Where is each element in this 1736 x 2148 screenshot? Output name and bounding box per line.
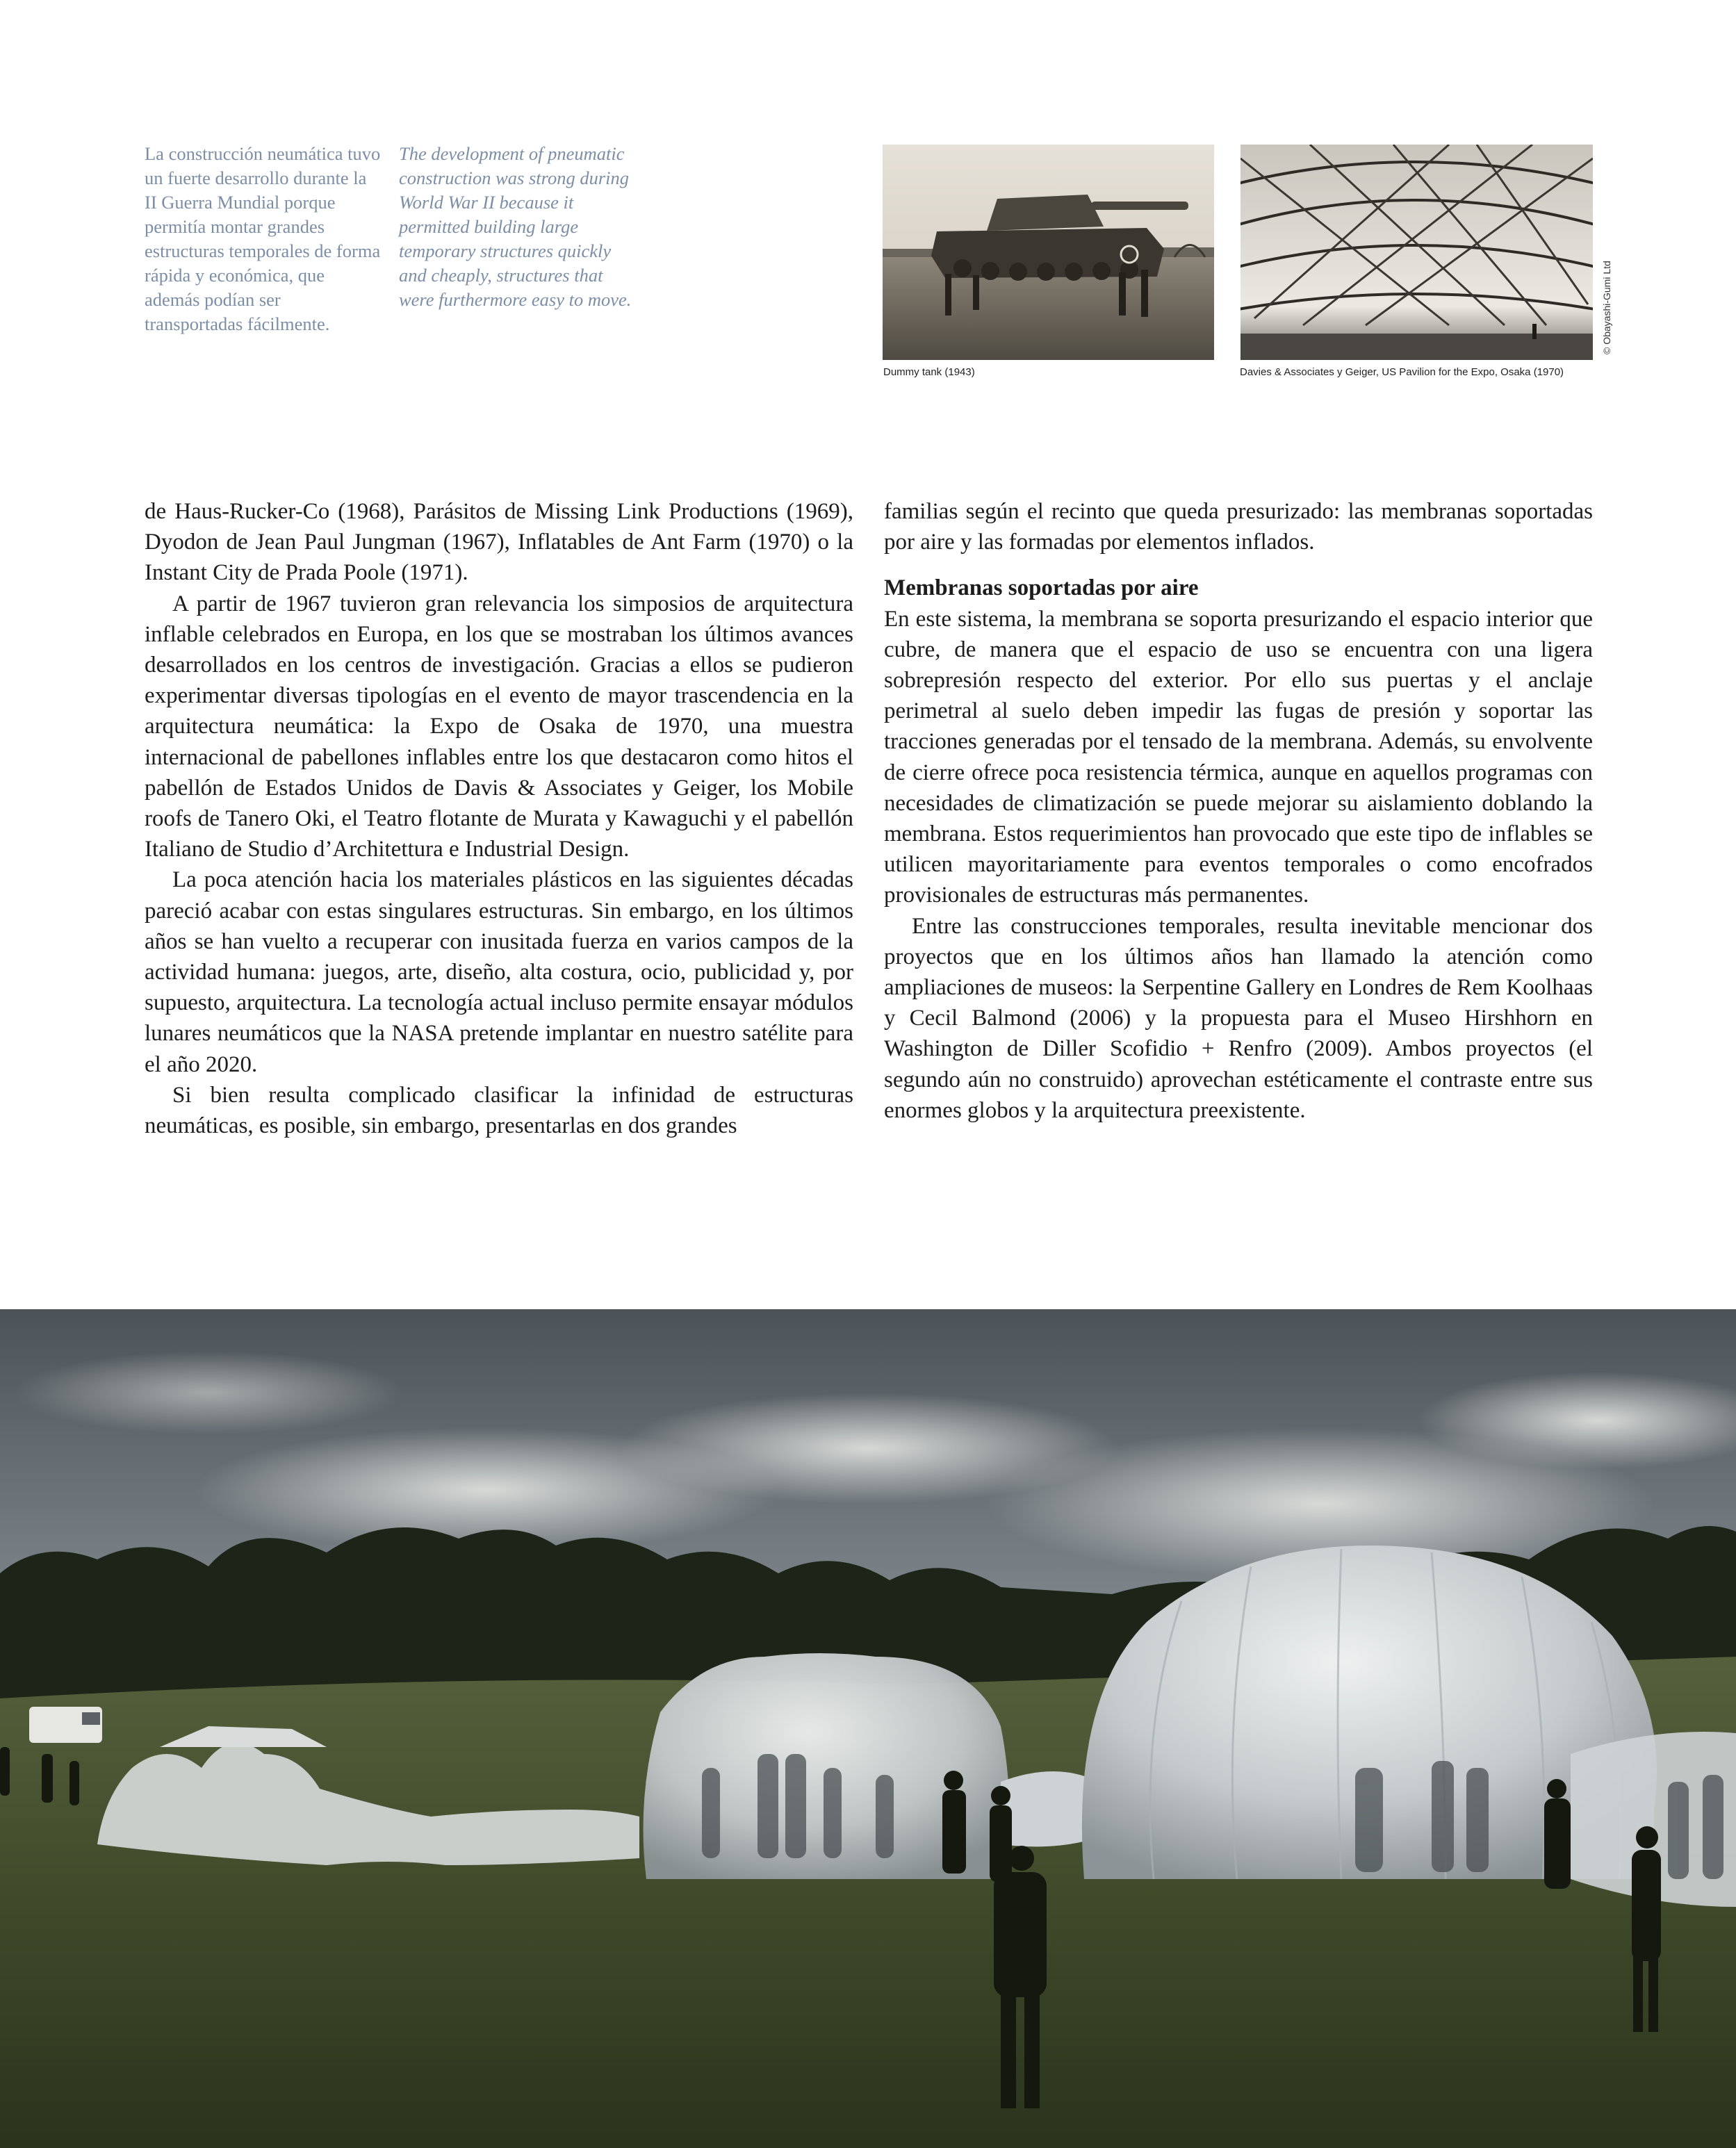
us-pavilion-credit: © Obayashi-Gumi Ltd: [1601, 261, 1612, 354]
dummy-tank-caption: Dummy tank (1943): [883, 366, 975, 378]
inflatable-structures-photo: [0, 1309, 1736, 2148]
section-heading: Membranas soportadas por aire: [884, 575, 1199, 601]
body-paragraph: A partir de 1967 tuvieron gran relevancia los simposios de arquitectura inflable celebrados en Europa, en los que se mostraban los últimos avances desarrollados en los centros de investigación. Gracias a ellos se pudieron experimentar diversas tipologías en el evento de mayor trascendencia en la arquitectura neumática: la Expo de Osaka de 1970, una muestra internacional de pabellones inflables entre los que destacaron como hitos el pabellón de Estados Unidos de Davis & Associates y Geiger, los Mobile roofs de Tanero Oki, el Teatro flotante de Murata y Kawaguchi y el pabellón Italiano de Studio d’Architettura e Industrial Design.: [145, 591, 853, 862]
body-paragraph: de Haus-Rucker-Co (1968), Parásitos de Missing Link Productions (1969), Dyodon de Jean Paul Jungman (1967), Inflatables de Ant Farm (1970) o la Instant City de Prada Poole (1971).: [145, 499, 853, 586]
body-right-column: [884, 496, 1593, 1126]
us-pavilion-caption: Davies & Associates y Geiger, US Pavilion for the Expo, Osaka (1970): [1240, 366, 1564, 378]
body-paragraph: En este sistema, la membrana se soporta presurizando el espacio interior que cubre, de manera que el espacio de uso se encuentra con una ligera sobrepresión respecto del exterior. Por ello sus puertas y el anclaje perimetral al suelo deben impedir las fugas de presión y soportar las tracciones generadas por el tensado de la membrana. Además, su envolvente de cierre ofrece poca resistencia térmica, aunque en aquellos programas con necesidades de climatización se puede mejorar su aislamiento doblando la membrana. Estos requerimientos han provocado que este tipo de inflables se utilicen mayoritariamente para eventos temporales o como encofrados provisionales de estructuras más permanentes.: [884, 606, 1593, 908]
sidenote-english: The development of pneumatic construction was strong during World War II because it permitted building large temporary structures quickly and cheaply, structures that were furthermore easy to move.: [399, 143, 632, 310]
body-paragraph: Si bien resulta complicado clasificar la infinidad de estructuras neumáticas, es posible, sin embargo, presentarlas en dos grandes: [145, 1082, 853, 1139]
body-left-column: [145, 496, 853, 1141]
sidenote-spanish: La construcción neumática tuvo un fuerte desarrollo durante la II Guerra Mundial porque permitía montar grandes estructuras temporales de forma rápida y económica, que además podían ser transportadas fácilmente.: [145, 143, 381, 334]
us-pavilion-photo: [1240, 145, 1593, 360]
body-paragraph: familias según el recinto que queda presurizado: las membranas soportadas por aire y las formadas por elementos inflados.: [884, 499, 1593, 555]
body-paragraph: Entre las construcciones temporales, resulta inevitable mencionar dos proyectos que en los últimos años han llamado la atención como ampliaciones de museos: la Serpentine Gallery en Londres de Rem Koolhaas y Cecil Balmond (2006) y la propuesta para el Museo Hirshhorn en Washington de Diller Scofidio + Renfro (2009). Ambos proyectos (el segundo aún no construido) aprovechan estéticamente el contraste entre sus enormes globos y la arquitectura preexistente.: [884, 913, 1593, 1123]
body-paragraph: La poca atención hacia los materiales plásticos en las siguientes décadas pareció acabar con estas singulares estructuras. Sin embargo, en los últimos años se han vuelto a recuperar con inusitada fuerza en varios campos de la actividad humana: juegos, arte, diseño, alta costura, ocio, publicidad y, por supuesto, arquitectura. La tecnología actual incluso permite ensayar módulos lunares neumáticos que la NASA pretende implantar en nuestro satélite para el año 2020.: [145, 867, 853, 1077]
dummy-tank-photo: [883, 145, 1214, 360]
